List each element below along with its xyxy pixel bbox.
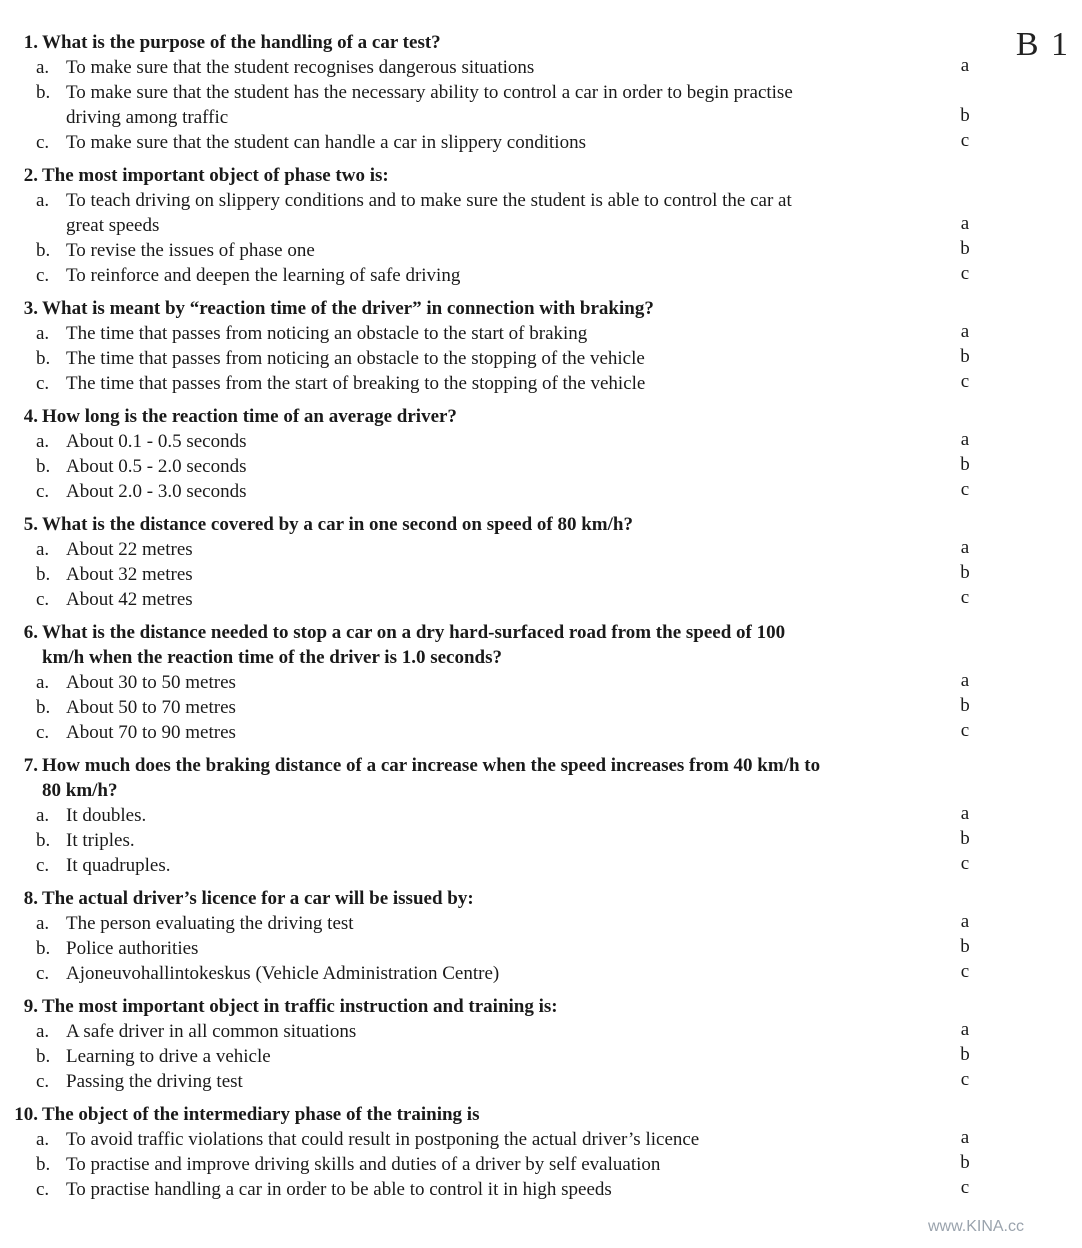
question-text: The most important object of phase two is: [42,165,389,186]
answer-mark[interactable]: a [960,1019,970,1040]
option-text: The time that passes from noticing an obstacle to the stopping of the vehicle [66,348,645,369]
answer-option[interactable] [0,238,1082,263]
question-text: The object of the intermediary phase of the training is [42,1104,480,1125]
option-text: Passing the driving test [66,1071,243,1092]
answer-mark[interactable]: c [960,263,970,284]
question-9 [0,994,1082,1094]
option-text: About 0.5 - 2.0 seconds [66,456,247,477]
answer-option[interactable] [0,429,1082,454]
option-text: About 70 to 90 metres [66,722,236,743]
option-letter: b. [36,456,51,477]
option-letter: c. [36,1179,50,1200]
option-letter: a. [36,323,50,344]
option-letter: c. [36,1071,50,1092]
option-text: It triples. [66,830,135,851]
question-text: How long is the reaction time of an average driver? [42,406,457,427]
answer-option[interactable] [0,479,1082,504]
option-text: Ajoneuvohallintokeskus (Vehicle Administration Centre) [66,963,500,984]
question-number: 4. [23,406,38,427]
option-text: To practise handling a car in order to be able to control it in high speeds [66,1179,612,1200]
option-letter: b. [36,1046,51,1067]
option-letter: b. [36,82,51,103]
option-text: To teach driving on slippery conditions and to make sure the student is able to control the car at great speeds [66,190,792,236]
answer-mark[interactable]: b [960,454,970,475]
option-text: The time that passes from the start of breaking to the stopping of the vehicle [66,373,646,394]
answer-option[interactable] [0,803,1082,828]
answer-option[interactable] [0,321,1082,346]
answer-mark[interactable]: b [960,346,970,367]
option-letter: a. [36,805,50,826]
answer-mark[interactable]: c [960,130,970,151]
question-5 [0,512,1082,612]
question-heading [0,404,1082,429]
option-text: About 22 metres [66,539,193,560]
question-heading [0,753,1082,803]
answer-mark[interactable]: c [960,1177,970,1198]
option-letter: c. [36,589,50,610]
answer-option[interactable] [0,1152,1082,1177]
answer-mark[interactable]: b [960,695,970,716]
answer-option[interactable] [0,1127,1082,1152]
option-text: To make sure that the student has the necessary ability to control a car in order to begin practise driving among traffic [66,82,793,128]
option-letter: c. [36,855,50,876]
answer-option[interactable] [0,346,1082,371]
answer-mark[interactable]: a [960,321,970,342]
question-heading [0,886,1082,911]
question-number: 6. [23,622,38,643]
option-text: The person evaluating the driving test [66,913,354,934]
option-text: To make sure that the student recognises dangerous situations [66,57,535,78]
question-number: 9. [23,996,38,1017]
answer-mark[interactable]: a [960,429,970,450]
answer-option[interactable] [0,263,1082,288]
option-text: About 50 to 70 metres [66,697,236,718]
question-text: The actual driver’s licence for a car will be issued by: [42,888,474,909]
option-letter: c. [36,481,50,502]
answer-option[interactable] [0,454,1082,479]
answer-option[interactable] [0,853,1082,878]
option-letter: a. [36,1129,50,1150]
question-heading [0,163,1082,188]
answer-mark[interactable]: a [960,55,970,76]
option-text: Police authorities [66,938,199,959]
answer-mark[interactable]: a [960,213,970,234]
option-letter: b. [36,348,51,369]
quiz-list [0,30,1082,1210]
question-heading [0,30,1082,55]
answer-mark[interactable]: a [960,537,970,558]
option-text: About 32 metres [66,564,193,585]
answer-option[interactable] [0,80,1082,130]
question-number: 1. [23,32,38,53]
option-text: To make sure that the student can handle a car in slippery conditions [66,132,586,153]
answer-option[interactable] [0,670,1082,695]
question-number: 7. [23,755,38,776]
option-letter: c. [36,373,50,394]
question-3 [0,296,1082,396]
question-number: 5. [23,514,38,535]
answer-mark[interactable]: a [960,803,970,824]
question-text: What is the purpose of the handling of a car test? [42,32,441,53]
option-letter: a. [36,57,50,78]
answer-mark[interactable]: b [960,1044,970,1065]
answer-option[interactable] [0,1019,1082,1044]
answer-mark[interactable]: b [960,562,970,583]
answer-mark[interactable]: c [960,479,970,500]
question-number: 8. [23,888,38,909]
answer-option[interactable] [0,587,1082,612]
option-text: About 2.0 - 3.0 seconds [66,481,247,502]
option-text: To reinforce and deepen the learning of safe driving [66,265,461,286]
answer-option[interactable] [0,1044,1082,1069]
option-letter: c. [36,265,50,286]
option-text: To practise and improve driving skills and duties of a driver by self evaluation [66,1154,661,1175]
option-letter: b. [36,697,51,718]
answer-option[interactable] [0,130,1082,155]
answer-option[interactable] [0,55,1082,80]
question-4 [0,404,1082,504]
option-text: About 42 metres [66,589,193,610]
question-heading [0,1102,1082,1127]
answer-mark[interactable]: c [960,371,970,392]
answer-mark[interactable]: c [960,720,970,741]
answer-option[interactable] [0,936,1082,961]
option-text: A safe driver in all common situations [66,1021,357,1042]
option-letter: a. [36,672,50,693]
question-heading [0,994,1082,1019]
question-text: What is the distance covered by a car in one second on speed of 80 km/h? [42,514,633,535]
option-letter: a. [36,1021,50,1042]
question-number: 10. [14,1104,38,1125]
answer-mark[interactable]: c [960,961,970,982]
option-letter: b. [36,938,51,959]
answer-mark[interactable]: b [960,238,970,259]
option-text: The time that passes from noticing an obstacle to the start of braking [66,323,588,344]
option-text: Learning to drive a vehicle [66,1046,271,1067]
answer-option[interactable] [0,828,1082,853]
answer-option[interactable] [0,562,1082,587]
option-letter: b. [36,830,51,851]
answer-mark[interactable]: c [960,587,970,608]
question-heading [0,296,1082,321]
option-text: To avoid traffic violations that could result in postponing the actual driver’s licence [66,1129,700,1150]
answer-mark[interactable]: a [960,911,970,932]
option-letter: a. [36,539,50,560]
answer-mark[interactable]: b [960,936,970,957]
question-number: 2. [23,165,38,186]
answer-mark[interactable]: a [960,1127,970,1148]
question-text: What is the distance needed to stop a car on a dry hard-surfaced road from the speed of 100 km/h when the reaction time of the driver is 1.0 seconds? [42,622,786,668]
answer-option[interactable] [0,188,1082,238]
answer-mark[interactable]: b [960,828,970,849]
answer-option[interactable] [0,961,1082,986]
option-letter: a. [36,190,50,211]
option-letter: c. [36,132,50,153]
page-code: B 1 [1015,26,1070,63]
answer-mark[interactable]: c [960,1069,970,1090]
question-number: 3. [23,298,38,319]
question-6 [0,620,1082,745]
option-letter: b. [36,240,51,261]
answer-option[interactable] [0,1177,1082,1202]
watermark: www.KINA.cc [927,1218,1024,1235]
answer-option[interactable] [0,695,1082,720]
answer-option[interactable] [0,720,1082,745]
option-text: To revise the issues of phase one [66,240,315,261]
question-text: What is meant by “reaction time of the driver” in connection with braking? [42,298,654,319]
question-heading [0,620,1082,670]
answer-option[interactable] [0,1069,1082,1094]
question-10 [0,1102,1082,1202]
option-letter: c. [36,963,50,984]
answer-option[interactable] [0,371,1082,396]
answer-mark[interactable]: b [960,105,970,126]
option-letter: c. [36,722,50,743]
question-text: The most important object in traffic instruction and training is: [42,996,558,1017]
option-text: About 0.1 - 0.5 seconds [66,431,247,452]
question-7 [0,753,1082,878]
answer-mark[interactable]: b [960,1152,970,1173]
option-letter: a. [36,913,50,934]
question-heading [0,512,1082,537]
question-8 [0,886,1082,986]
option-text: It doubles. [66,805,147,826]
option-letter: a. [36,431,50,452]
answer-mark[interactable]: c [960,853,970,874]
question-text: How much does the braking distance of a car increase when the speed increases from 40 km/h to 80 km/h? [42,755,821,801]
option-letter: b. [36,1154,51,1175]
answer-option[interactable] [0,537,1082,562]
answer-mark[interactable]: a [960,670,970,691]
question-2 [0,163,1082,288]
answer-option[interactable] [0,911,1082,936]
option-text: It quadruples. [66,855,171,876]
option-letter: b. [36,564,51,585]
option-text: About 30 to 50 metres [66,672,236,693]
question-1 [0,30,1082,155]
